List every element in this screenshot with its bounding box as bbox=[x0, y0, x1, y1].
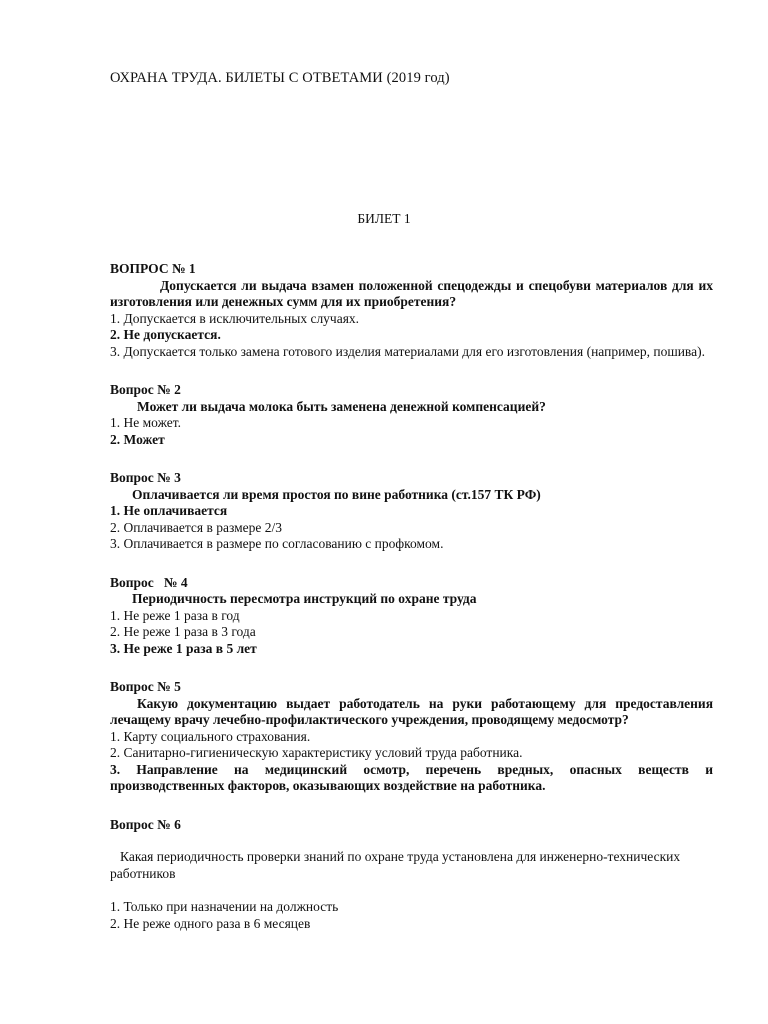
answer-option: 1. Карту социального страхования. bbox=[110, 728, 311, 744]
question-3 bbox=[110, 470, 713, 553]
question-5 bbox=[110, 679, 713, 795]
question-text: Оплачивается ли время простоя по вине работника (ст.157 ТК РФ) bbox=[132, 486, 541, 502]
answer-option: 3. Оплачивается в размере по согласованию с профкомом. bbox=[110, 536, 444, 551]
answer-option: 2. Оплачивается в размере 2/3 bbox=[110, 519, 283, 535]
answer-option-correct: 3. Не реже 1 раза в 5 лет bbox=[110, 640, 257, 656]
question-text: Какая периодичность проверки знаний по охране труда установлена для инженерно-технических работников bbox=[110, 849, 681, 881]
answer-option-correct: 2. Не допускается. bbox=[110, 327, 221, 342]
answer-option: 1. Не может. bbox=[110, 415, 181, 430]
document-title: ОХРАНА ТРУДА. БИЛЕТЫ С ОТВЕТАМИ (2019 год) bbox=[110, 70, 450, 86]
question-text: Периодичность пересмотра инструкций по охране труда bbox=[132, 591, 477, 606]
answer-option: 1. Допускается в исключительных случаях. bbox=[110, 310, 360, 326]
question-heading: Вопрос № 4 bbox=[110, 574, 188, 590]
answer-option: 3. Допускается только замена готового изделия материалами для его изготовления (например, пошива). bbox=[110, 343, 705, 359]
answer-option: 2. Не реже 1 раза в 3 года bbox=[110, 624, 256, 639]
answer-option: 2. Не реже одного раза в 6 месяцев bbox=[110, 915, 311, 931]
question-6 bbox=[110, 817, 713, 933]
question-1 bbox=[110, 261, 713, 360]
question-heading: Вопрос № 6 bbox=[110, 816, 181, 832]
answer-option-correct: 2. Может bbox=[110, 431, 165, 447]
ticket-title: БИЛЕТ 1 bbox=[357, 211, 411, 226]
question-text: Допускается ли выдача взамен положенной спецодежды и спецобуви материалов для их изготовления или денежных сумм для их приобретения? bbox=[110, 277, 713, 309]
question-heading: Вопрос № 5 bbox=[110, 679, 181, 694]
answer-option: 2. Санитарно-гигиеническую характеристику условий труда работника. bbox=[110, 745, 523, 760]
question-heading: Вопрос № 2 bbox=[110, 382, 181, 397]
answer-option-correct: 1. Не оплачивается bbox=[110, 503, 228, 518]
answer-option: 1. Только при назначении на должность bbox=[110, 899, 339, 914]
question-4 bbox=[110, 575, 713, 658]
question-text: Может ли выдача молока быть заменена денежной компенсацией? bbox=[137, 398, 546, 414]
questions-content bbox=[110, 261, 713, 954]
answer-option: 1. Не реже 1 раза в год bbox=[110, 607, 240, 623]
question-2 bbox=[110, 382, 713, 448]
question-text: Какую документацию выдает работодатель на руки работающему для предоставления лечащему врачу лечебно-профилактического учреждения, проводящему медосмотр? bbox=[110, 695, 713, 727]
question-heading: ВОПРОС № 1 bbox=[110, 261, 196, 276]
answer-option-correct: 3. Направление на медицинский осмотр, перечень вредных, опасных веществ и производственных факторов, оказывающих воздействие на работника. bbox=[110, 761, 713, 793]
question-heading: Вопрос № 3 bbox=[110, 470, 181, 485]
